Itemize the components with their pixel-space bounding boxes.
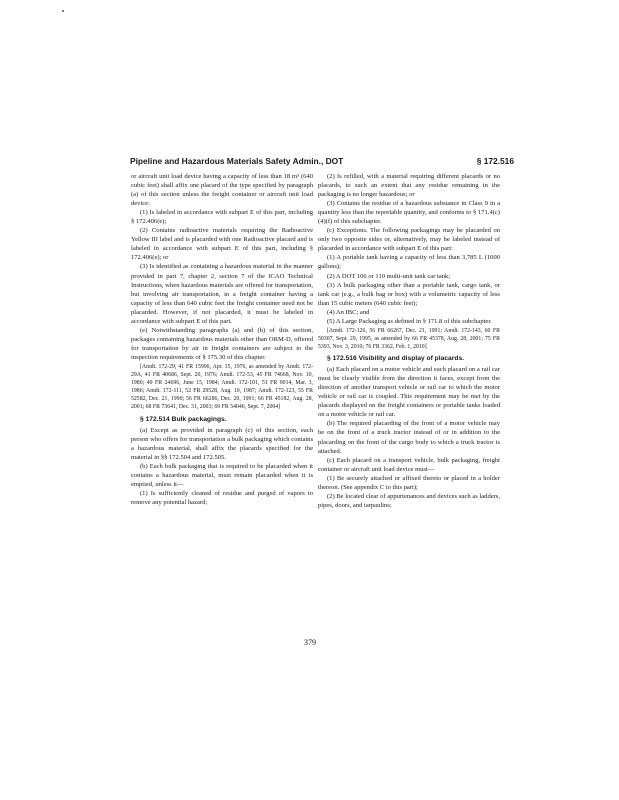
paragraph: (2) Contains radioactive materials requiring the Radioactive Yellow III label and is placarded with one Radioactive placard and is labeled in accordance with subpart E of this part, including § 172.406(e); or <box>131 227 313 262</box>
continued-paragraph: or aircraft unit load device having a capacity of less than 18 m³ (640 cubic feet) shall affix one placard of the type specified by paragraph (a) of this section unless the freight container or aircraft unit load device: <box>131 173 313 208</box>
left-text-column <box>131 172 313 507</box>
right-text-column <box>318 172 500 510</box>
paragraph: (c) Each placard on a transport vehicle, bulk packaging, freight container or aircraft unit load device must— <box>318 456 500 473</box>
paragraph: (2) Be located clear of appurtenances and devices such as ladders, pipes, doors, and tarpaulins; <box>318 492 500 509</box>
source-citation: [Amdt. 172-126, 56 FR 66267, Dec. 21, 1991; Amdt. 172-143, 60 FR 50307, Sept. 29, 1995, as amended by 66 FR 45378, Aug. 28, 2001; 75 FR 5393, Nov. 3, 2010; 76 FR 3362, Feb. 1, 2010] <box>318 327 500 350</box>
paragraph: (3) A bulk packaging other than a portable tank, cargo tank, or tank car (e.g., a bulk bag or box) with a volumetric capacity of less than 15 cubic meters (640 cubic feet); <box>318 281 500 307</box>
paragraph: (2) A DOT 106 or 110 multi-unit tank car tank; <box>327 272 451 280</box>
header-section-number: § 172.516 <box>476 156 514 166</box>
paragraph: (e) Notwithstanding paragraphs (a) and (b) of this section, packages containing hazardous materials other than ORM-D, offered for transportation by air in freight containers are subject to the inspection requirements of § 175.30 of this chapter. <box>131 326 313 361</box>
paragraph: (1) Is labeled in accordance with subpart E of this part, including § 172.406(e); <box>131 209 313 226</box>
paragraph: (1) Be securely attached or affixed thereto or placed in a holder thereon. (See appendix C to this part); <box>318 474 500 491</box>
page-number: 379 <box>304 638 316 647</box>
section-heading: § 172.516 Visibility and display of placards. <box>327 355 465 363</box>
paragraph: (b) The required placarding of the front of a motor vehicle may be on the front of a truck tractor instead of or in addition to the placarding on the front of the cargo body to which a truck tractor is attached. <box>318 420 500 455</box>
header-agency-title: Pipeline and Hazardous Materials Safety Admin., DOT <box>130 156 344 166</box>
paragraph: (a) Each placard on a motor vehicle and each placard on a rail car must be clearly visible from the direction it faces, except from the direction of another transport vehicle or rail car to which the motor vehicle or rail car is coupled. This requirement may be met by the placards displayed on the freight containers or portable tanks loaded on a motor vehicle or rail car. <box>318 366 500 419</box>
scan-speck <box>62 10 64 12</box>
paragraph: (3) Contains the residue of a hazardous substance in Class 9 in a quantity less than the reportable quantity, and conforms to § 171.4(c)(4)(f) of this subchapter. <box>318 200 500 226</box>
paragraph: (b) Each bulk packaging that is required to be placarded when it contains a hazardous material, must remain placarded when it is emptied, unless it— <box>131 462 313 488</box>
paragraph: (4) An IBC; and <box>327 308 370 316</box>
paragraph: (c) Exceptions. The following packagings may be placarded on only two opposite sides or, alternatively, may be labeled instead of placarded in accordance with subpart E of this part: <box>318 227 500 253</box>
paragraph: (1) Is sufficiently cleaned of residue and purged of vapors to remove any potential hazard; <box>131 489 313 506</box>
source-citation: [Amdt. 172-29, 41 FR 15996, Apr. 15, 1976, as amended by Amdt. 172-29A, 41 FR 40686, Sept. 20, 1976; Amdt. 172-53, 45 FR 74668, Nov. 10, 1980; 49 FR 24696, June 15, 1984; Amdt. 172-101, 51 FR 9014, Mar. 3, 1986; Amdt. 172-111, 52 FR 29528, Aug. 10, 1987; Amdt. 172-123, 55 FR 52582, Dec. 21, 1990; 56 FR 66286, Dec. 20, 1991; 66 FR 45182, Aug. 28, 2001; 68 FR 73641, Dec. 31, 2003; 69 FR 54046, Sept. 7, 2004] <box>131 363 313 411</box>
paragraph: (3) Is identified as containing a hazardous material in the manner provided in part 7, chapter 2, section 7 of the ICAO Technical Instructions, when hazardous materials are offered for transportation, but involving air transportation, in a freight container having a capacity of less than 640 cubic feet the freight container need not be placarded. However, if not placarded, it must be labeled in accordance with subpart E of this part. <box>131 263 313 325</box>
paragraph: (a) Except as provided in paragraph (c) of this section, each person who offers for transportation a bulk packaging which contains a hazardous material, shall affix the placards specified for the material in §§ 172.504 and 172.505. <box>131 426 313 461</box>
paragraph: (5) A Large Packaging as defined in § 171.8 of this subchapter. <box>327 317 492 325</box>
paragraph: (2) Is refilled, with a material requiring different placards or no placards, to such an extent that any residue remaining in the packaging is no longer hazardous; or <box>318 173 500 199</box>
section-heading: § 172.514 Bulk packagings. <box>140 415 227 423</box>
running-header <box>130 156 514 168</box>
paragraph: (1) A portable tank having a capacity of less than 3,785 L (1000 gallons); <box>318 254 500 271</box>
